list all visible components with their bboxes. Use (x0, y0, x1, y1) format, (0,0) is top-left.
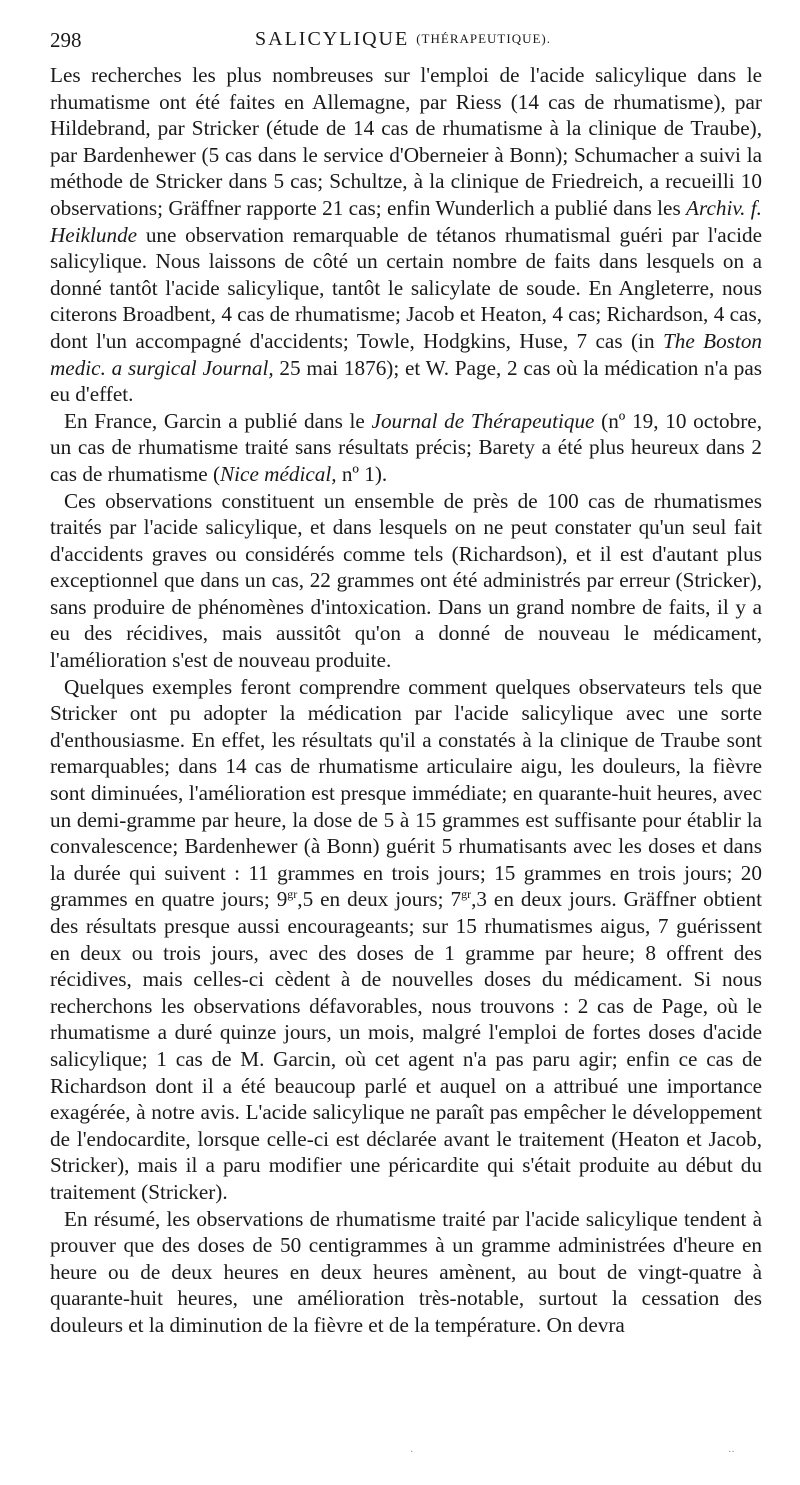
paragraph-4 (50, 674, 762, 1206)
scan-dot-mark: ·· (728, 1447, 735, 1458)
paragraph-1-text-a: Les recherches les plus nombreuses sur l'emploi de l'acide salicylique dans le rhumatisme ont été faites en Allemagne, par Riess (14 cas de rhumatisme), par Hildebrand, par Stricker (étude de 14 cas de rhumatisme à la clinique de Traube), par Bardenhewer (5 cas dans le service d'Oberneier à Bonn); Schumacher a suivi la méthode de Stricker dans 5 cas; Schultze, à la clinique de Friedreich, a recueilli 10 observations; Gräffner rapporte 21 cas; enfin Wunderlich a publié dans les (50, 63, 762, 220)
gram-abbrev-2: gr (461, 887, 472, 902)
paragraph-1 (50, 62, 762, 408)
paragraph-1-text-c: 25 mai 1876); et W. Page, 2 cas où la médication n'a pas eu d'effet. (50, 355, 762, 407)
running-title-main: SALICYLIQUE (255, 28, 410, 50)
gram-abbrev-1: gr (287, 887, 298, 902)
paragraph-1-text-b: une observation remarquable de tétanos rhumatismal guéri par l'acide salicylique. Nous laissons de côté un certain nombre de faits dans lesquels on a donné tantôt l'acide salicylique, tantôt le salicylate de soude. En Angleterre, nous citerons Broadbent, 4 cas de rhumatisme; Jacob et Heaton, 4 cas; Richardson, 4 cas, dont l'un accompagné d'accidents; Towle, Hodgkins, Huse, 7 cas (in (50, 222, 762, 353)
archiv-reference: Archiv. f. Heiklunde (50, 195, 762, 247)
paragraph-2-text-a: En France, Garcin a publié dans le (64, 408, 372, 433)
journal-therapeutique-reference: Journal de Thérapeutique (371, 408, 595, 433)
page-number: 298 (50, 28, 82, 52)
body-text (50, 62, 762, 1339)
paragraph-4-text-a: Quelques exemples feront comprendre comment quelques observateurs tels que Stricker ont pu adopter la médication par l'acide salicylique avec une sorte d'enthousiasme. En effet, les résultats qu'il a constatés à la clinique de Traube sont remarquables; dans 14 cas de rhumatisme articulaire aigu, les douleurs, la fièvre sont diminuées, l'amélioration est presque immédiate; en quarante-huit heures, avec un demi-gramme par heure, la dose de 5 à 15 grammes est suffisante pour établir la convalescence; Bardenhewer (à Bonn) guérit 5 rhumatisants avec les doses et dans la durée qui suivent : 11 grammes en trois jours; 15 grammes en trois jours; 20 grammes en quatre jours; 9 (50, 674, 762, 912)
paragraph-3: Ces observations constituent un ensemble de près de 100 cas de rhumatismes traités par l'acide salicylique, et dans lesquels on ne peut constater qu'un seul fait d'accidents graves ou considérés comme tels (Richardson), et il est d'autant plus exceptionnel que dans un cas, 22 grammes ont été administrés par erreur (Stricker), sans produire de phénomènes d'intoxication. Dans un grand nombre de faits, il y a eu des récidives, mais aussitôt qu'on a donné de nouveau le médicament, l'amélioration s'est de nouveau produite. (50, 488, 762, 673)
paragraph-2-text-c: nº 1). (336, 461, 388, 486)
scan-dot-mark: · (410, 1447, 414, 1458)
nice-medical-reference: Nice médical, (220, 461, 337, 486)
page-header (50, 28, 762, 62)
paragraph-4-text-c: ,3 en deux jours. Gräffner obtient des résultats presque aussi encourageants; sur 15 rhumatismes aigus, 7 guérissent en deux ou trois jours, avec des doses de 1 gramme par heure; 8 offrent des récidives, mais celles-ci cèdent à de nouvelles doses du médicament. Si nous recherchons les observations défavorables, nous trouvons : 2 cas de Page, où le rhumatisme a duré quinze jours, un mois, malgré l'emploi de fortes doses d'acide salicylique; 1 cas de M. Garcin, où cet agent n'a pas paru agir; enfin ce cas de Richardson dont il a été beaucoup parlé et auquel on a attribué une importance exagérée, à notre avis. L'acide salicylique ne paraît pas empêcher le développement de l'endocardite, lorsque celle-ci est déclarée avant le traitement (Heaton et Jacob, Stricker), mais il a paru modifier une péricardite qui s'était produite au début du traitement (Stricker). (50, 887, 762, 1204)
paragraph-5: En résumé, les observations de rhumatisme traité par l'acide salicylique tendent à prouver que des doses de 50 centigrammes à un gramme administrées d'heure en heure ou de deux heures en deux heures amènent, au bout de vingt-quatre à quarante-huit heures, une amélioration très-notable, surtout la cessation des douleurs et la diminution de la fièvre et de la température. On devra (50, 1206, 762, 1337)
running-title (255, 28, 551, 51)
running-title-subtitle: (THÉRAPEUTIQUE). (416, 31, 552, 46)
paragraph-4-text-b: ,5 en deux jours; 7 (297, 887, 462, 912)
boston-journal-reference: The Boston medic. a surgical Journal, (50, 328, 763, 380)
paragraph-2 (50, 408, 762, 488)
paragraph-2-text-b: (nº 19, 10 octobre, un cas de rhumatisme traité sans résultats précis; Barety a été plus heureux dans 2 cas de rhumatisme ( (50, 408, 762, 486)
scan-marks (0, 1447, 800, 1457)
